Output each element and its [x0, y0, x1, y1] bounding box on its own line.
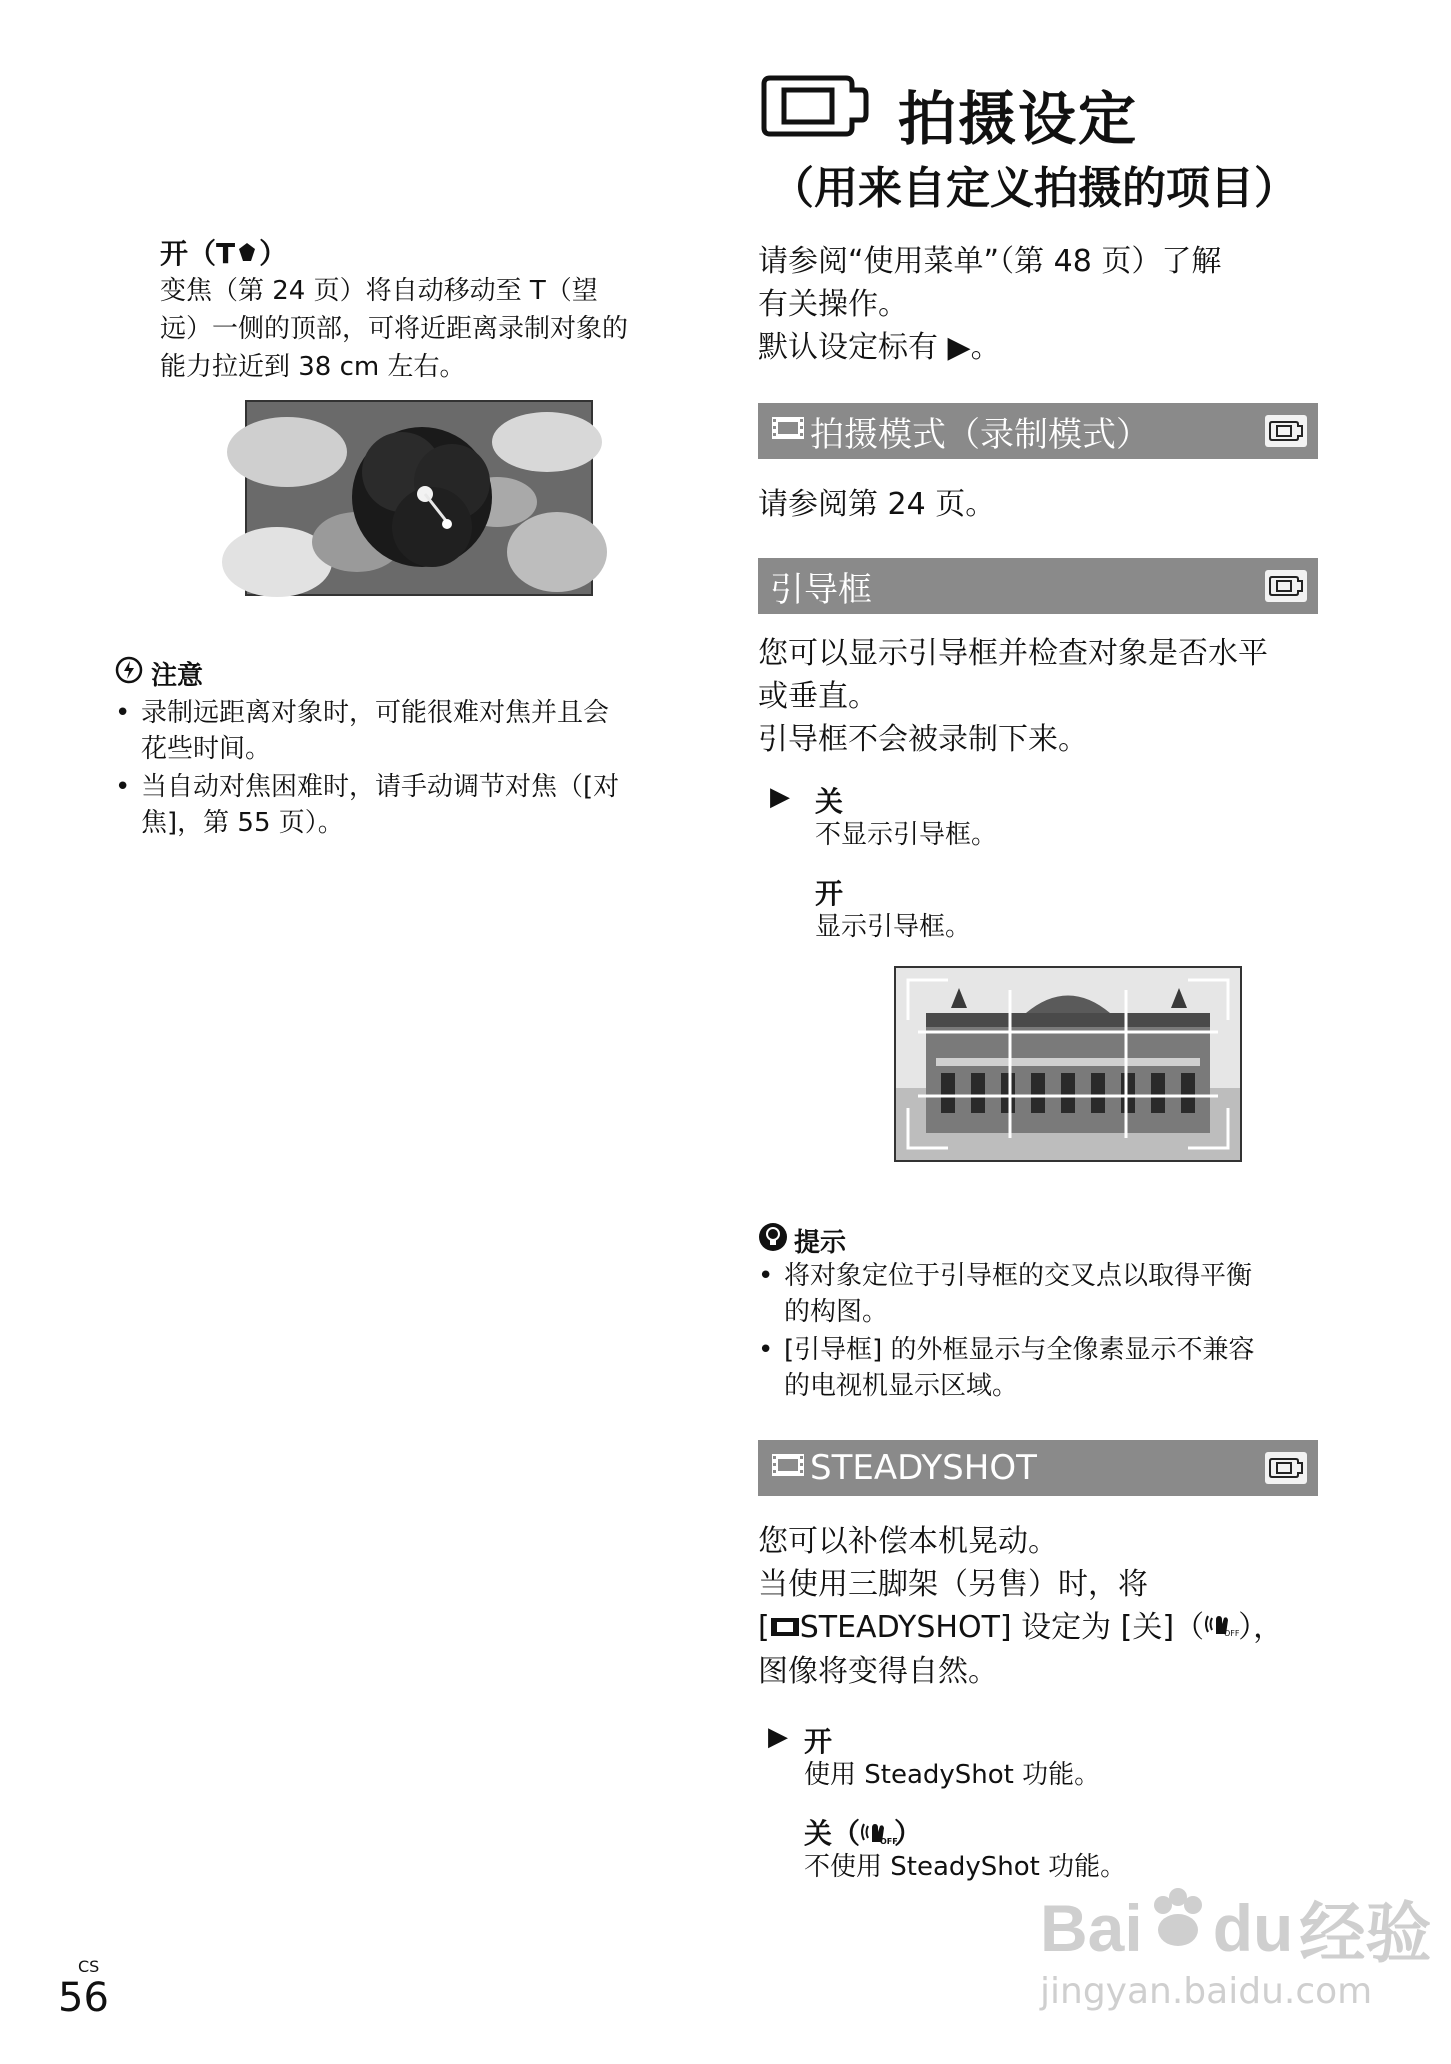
rec-mode-body: 请参阅第 24 页。	[758, 487, 996, 522]
film-strip-icon	[770, 411, 806, 451]
camera-mode-icon	[1264, 414, 1308, 448]
steadyshot-on-body: 使用 SteadyShot 功能。	[804, 1760, 1101, 1790]
flower-photo	[245, 400, 593, 596]
intro-text	[758, 240, 1318, 369]
steadyshot-off-icon	[1204, 1607, 1238, 1650]
note-heading	[115, 655, 203, 692]
intro-line-3: 默认设定标有 ▶。	[758, 330, 1001, 365]
camera-mode-icon	[758, 70, 870, 144]
hint-title: 提示	[794, 1228, 847, 1258]
paw-icon	[1143, 1885, 1213, 1970]
steadyshot-off-body: 不使用 SteadyShot 功能。	[804, 1852, 1127, 1882]
default-arrow-icon: ▶	[768, 1722, 788, 1752]
lightbulb-icon	[758, 1222, 788, 1259]
tele-macro-line-1: 变焦（第 24 页）将自动移动至 T（望	[160, 276, 598, 306]
list-item: • 录制远距离对象时，可能很难对焦并且会 花些时间。	[115, 695, 675, 767]
guide-frame-line-3: 引导框不会被录制下来。	[758, 722, 1088, 757]
list-item: • 当自动对焦困难时，请手动调节对焦（[对 焦]，第 55 页）。	[115, 769, 675, 841]
option-off-body: 不显示引导框。	[815, 820, 998, 850]
guide-frame-line-2: 或垂直。	[758, 679, 878, 714]
note-list	[115, 695, 675, 843]
svg-text:OFF: OFF	[1224, 1629, 1240, 1638]
steadyshot-off-icon	[860, 1818, 898, 1853]
section-bar-rec-mode	[758, 403, 1318, 459]
svg-text:OFF: OFF	[880, 1836, 898, 1846]
film-strip-icon	[770, 1607, 800, 1650]
section-bar-steadyshot	[758, 1440, 1318, 1496]
tele-macro-description	[160, 272, 680, 386]
steadyshot-on-title: 开	[804, 1725, 833, 1758]
steadyshot-body	[758, 1520, 1338, 1693]
page-subtitle: （用来自定义拍摄的项目）	[770, 163, 1298, 214]
note-title: 注意	[151, 661, 204, 691]
list-item: • [引导框] 的外框显示与全像素显示不兼容 的电视机显示区域。	[758, 1332, 1318, 1404]
guide-frame-line-1: 您可以显示引导框并检查对象是否水平	[758, 636, 1268, 671]
hint-heading	[758, 1222, 846, 1259]
page-title: 拍摄设定	[898, 85, 1139, 153]
page-number: 56	[58, 1975, 109, 2021]
language-code: CS	[78, 1957, 100, 1976]
tele-macro-icon	[235, 239, 259, 272]
section-title-rec-mode: 拍摄模式（录制模式）	[810, 414, 1150, 455]
film-strip-icon	[770, 1448, 806, 1488]
tele-macro-line-2: 远）一侧的顶部，可将近距离录制对象的	[160, 314, 629, 344]
option-on-title: 开	[815, 877, 844, 910]
tele-macro-on-label: 开（T	[160, 237, 236, 270]
steadyshot-off-title: 关（ OFF ）	[804, 1812, 922, 1853]
steadyshot-line-4: 图像将变得自然。	[758, 1654, 998, 1689]
section-title-guide-frame: 引导框	[770, 569, 872, 610]
intro-line-1: 请参阅“使用菜单”（第 48 页）了解	[758, 244, 1222, 279]
section-title-steadyshot: STEADYSHOT	[810, 1448, 1037, 1488]
steadyshot-line-3: [ STEADYSHOT] 设定为 [关]（ OFF ），	[758, 1606, 1338, 1650]
list-item: • 将对象定位于引导框的交叉点以取得平衡 的构图。	[758, 1258, 1318, 1330]
tele-macro-line-3: 能力拉近到 38 cm 左右。	[160, 352, 466, 382]
baidu-watermark: Bai du 经验 jingyan.baidu.com	[1040, 1880, 1431, 2012]
steadyshot-line-2: 当使用三脚架（另售）时，将	[758, 1567, 1148, 1602]
intro-line-2: 有关操作。	[758, 287, 908, 322]
option-on-body: 显示引导框。	[815, 912, 972, 942]
guide-frame-body	[758, 632, 1318, 761]
hint-list	[758, 1258, 1318, 1406]
camera-mode-icon	[1264, 1451, 1308, 1485]
tele-macro-on-title: 开（T ）	[160, 237, 288, 270]
guide-frame-photo	[894, 966, 1242, 1162]
camera-mode-icon	[1264, 569, 1308, 603]
option-off-title: 关	[815, 785, 844, 818]
section-bar-guide-frame	[758, 558, 1318, 614]
default-arrow-icon: ▶	[770, 782, 790, 812]
caution-icon	[115, 656, 143, 691]
steadyshot-line-1: 您可以补偿本机晃动。	[758, 1524, 1058, 1559]
